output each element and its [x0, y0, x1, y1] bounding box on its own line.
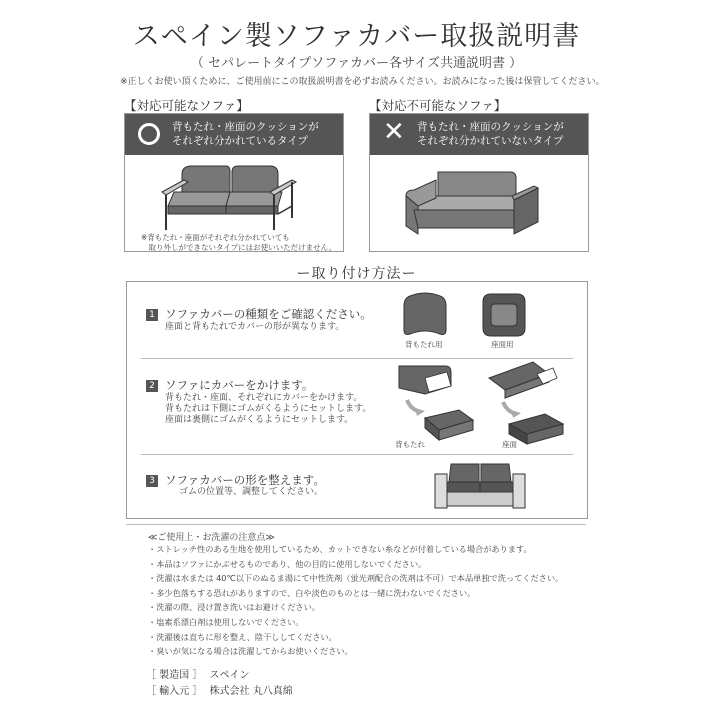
step-2-title: ソファにカバーをかけます。 — [165, 378, 314, 392]
page-subtitle: （ セパレートタイプソファカバー各サイズ共通説明書 ） — [190, 56, 523, 71]
origin-value: スペイン — [209, 670, 250, 681]
steps-box — [126, 281, 588, 519]
compatible-note: ※背もたれ・座面がそれぞれ分かれていても 取り外しができないタイプにはお使いいただけません。 — [141, 233, 337, 252]
circle-ok-icon — [138, 123, 160, 145]
cautions-divider — [126, 524, 586, 525]
cross-ng-icon: ✕ — [383, 117, 405, 147]
importer-label: ［ 輸入元 ］ — [146, 686, 203, 697]
non-separated-sofa-illustration — [404, 166, 554, 238]
compatible-label: 【対応可能なソファ】 — [124, 98, 249, 113]
seat-fitting-caption: 座面 — [502, 440, 517, 449]
seat-cover-caption: 座面用 — [491, 340, 514, 349]
step-2-number: 2 — [146, 380, 158, 392]
caution-item: ・塩素系漂白剤は使用しないでください。 — [148, 616, 304, 627]
step-divider-2 — [141, 454, 573, 455]
compatible-text: 背もたれ・座面のクッションが それぞれ分かれているタイプ — [172, 121, 319, 147]
step-1-desc: 座面と背もたれでカバーの形が異なります。 — [165, 322, 345, 332]
step-1-number: 1 — [146, 309, 158, 321]
cautions-list — [148, 542, 563, 659]
origin-label: ［ 製造国 ］ — [146, 670, 203, 681]
importer-value: 株式会社 丸八真綿 — [209, 686, 293, 697]
incompatible-panel — [369, 113, 589, 252]
back-cover-fitting-illustration — [389, 364, 479, 446]
step-2-desc: 背もたれ・座面、それぞれにカバーをかけます。 背もたれは下側にゴムがくるようにセットします。 座面は裏側にゴムがくるようにセットします。 — [165, 393, 372, 425]
back-cover-icon — [402, 292, 448, 338]
separated-sofa-illustration — [160, 162, 300, 234]
compatible-header — [125, 114, 343, 155]
caution-item: ・ストレッチ性のある生地を使用しているため、カットできない糸などが付着している場合があります。 — [148, 544, 532, 554]
howto-title: ー取り付け方法ー — [296, 266, 417, 282]
incompatible-label: 【対応不可能なソファ】 — [369, 98, 507, 113]
step-3-desc: ゴムの位置等、調整してください。 — [179, 487, 324, 497]
caution-item: ・洗濯の際、浸け置き洗いはお避けください。 — [148, 602, 320, 613]
page-title: スペイン製ソファカバー取扱説明書 — [132, 21, 581, 52]
importer-row — [146, 684, 293, 700]
caution-item: ・多少色落ちする恐れがありますので、白や淡色のものとは一緒に洗わないでください。 — [148, 587, 476, 598]
caution-item: ・臭いが気になる場合は洗濯してからお使いください。 — [148, 646, 353, 657]
incompatible-text: 背もたれ・座面のクッションが それぞれ分かれていないタイプ — [417, 121, 564, 147]
covered-sofa-illustration — [433, 462, 527, 510]
cautions-title: ≪ご使用上・お洗濯の注意点≫ — [148, 533, 275, 543]
compatible-panel — [124, 113, 344, 252]
caution-item: ・洗濯は水または 40℃以下のぬるま湯にて中性洗剤（蛍光剤配合の洗剤は不可）で本品単独で洗ってください。 — [148, 573, 564, 584]
step-3-title: ソファカバーの形を整えます。 — [165, 473, 325, 487]
caution-item: ・洗濯後は直ちに形を整え、陰干ししてください。 — [148, 631, 337, 642]
caution-item: ・本品はソファにかぶせるものであり、他の目的に使用しないでください。 — [148, 558, 427, 569]
back-fitting-caption: 背もたれ — [395, 440, 425, 449]
step-3-number: 3 — [146, 475, 158, 487]
seat-cover-icon — [481, 292, 527, 338]
incompatible-header — [370, 114, 588, 155]
step-1-title: ソファカバーの種類をご確認ください。 — [165, 307, 372, 321]
usage-notice: ※正しくお使い頂くために、ご使用前にこの取扱説明書を必ずお読みください。お読みになった後は保管してください。 — [120, 77, 605, 87]
back-cover-caption: 背もたれ用 — [405, 340, 443, 349]
origin-row — [146, 668, 250, 684]
seat-cover-fitting-illustration — [487, 358, 577, 448]
